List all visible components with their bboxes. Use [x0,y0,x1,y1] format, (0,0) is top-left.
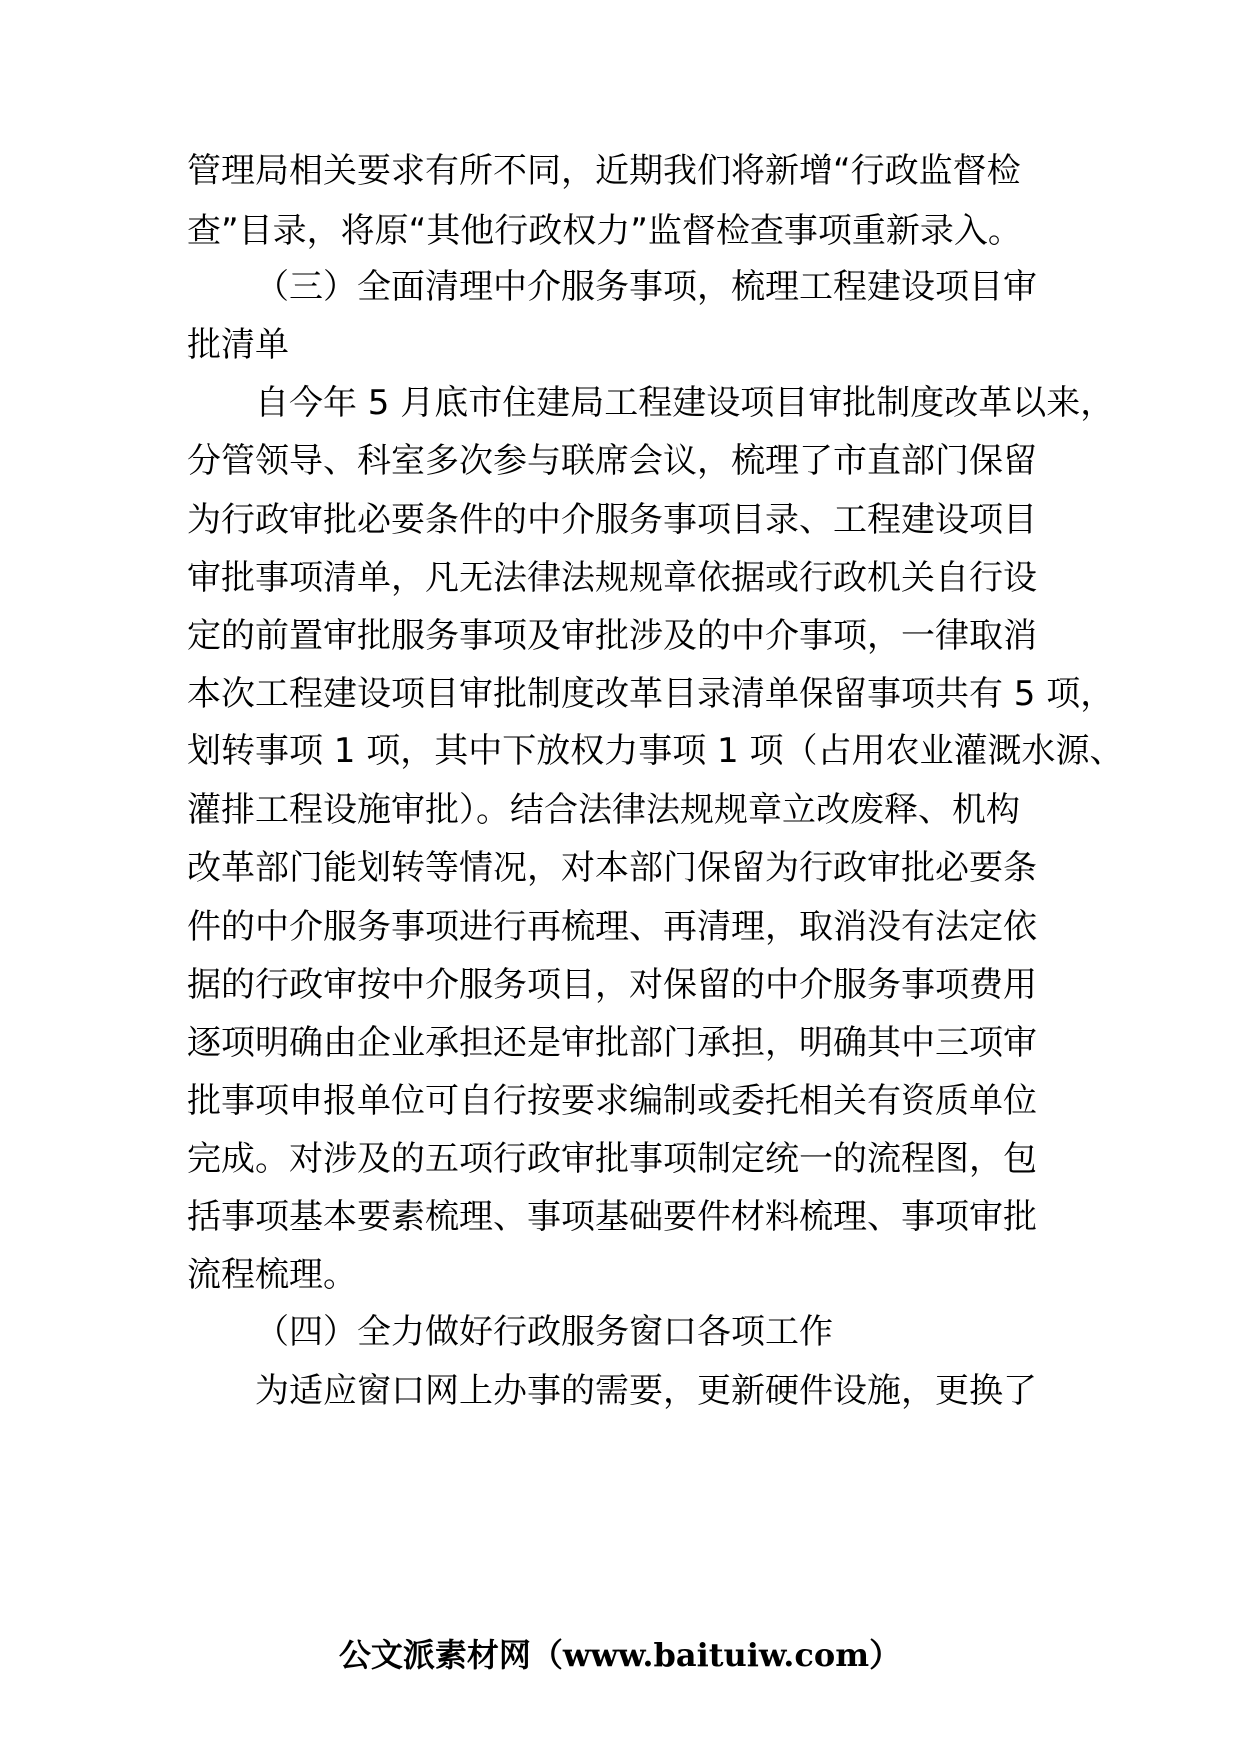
body-line: 查”目录，将原“其他行政权力”监督检查事项重新录入。 [187,211,1022,251]
paragraph-first-line: 自今年 5 月底市住建局工程建设项目审批制度改革以来， [255,383,1115,423]
section-heading: （三）全面清理中介服务事项，梳理工程建设项目审 [255,267,1037,307]
footer-watermark: 公文派素材网（www.baituiw.com） [338,1636,902,1674]
section-heading: （四）全力做好行政服务窗口各项工作 [255,1312,833,1352]
body-line: 改革部门能划转等情况，对本部门保留为行政审批必要条 [187,848,1037,888]
body-line: 定的前置审批服务事项及审批涉及的中介事项，一律取消 [187,616,1037,656]
body-line: 件的中介服务事项进行再梳理、再清理，取消没有法定依 [187,907,1037,947]
body-line: 本次工程建设项目审批制度改革目录清单保留事项共有 5 项， [187,674,1115,714]
section-heading-continuation: 批清单 [187,325,289,365]
body-line: 分管领导、科室多次参与联席会议，梳理了市直部门保留 [187,441,1037,481]
body-line: 审批事项清单，凡无法律法规规章依据或行政机关自行设 [187,558,1037,598]
body-line: 流程梳理。 [187,1255,357,1295]
paragraph-first-line: 为适应窗口网上办事的需要，更新硬件设施，更换了 [255,1371,1037,1411]
body-line: 管理局相关要求有所不同，近期我们将新增“行政监督检 [187,151,1021,191]
body-line: 完成。对涉及的五项行政审批事项制定统一的流程图，包 [187,1139,1037,1179]
body-line: 批事项申报单位可自行按要求编制或委托相关有资质单位 [187,1081,1037,1121]
body-line: 括事项基本要素梳理、事项基础要件材料梳理、事项审批 [187,1197,1037,1237]
body-line: 划转事项 1 项，其中下放权力事项 1 项（占用农业灌溉水源、 [187,731,1124,771]
body-line: 为行政审批必要条件的中介服务事项目录、工程建设项目 [187,500,1037,540]
body-line: 逐项明确由企业承担还是审批部门承担，明确其中三项审 [187,1023,1037,1063]
body-line: 据的行政审按中介服务项目，对保留的中介服务事项费用 [187,965,1037,1005]
body-line: 灌排工程设施审批）。结合法律法规规章立改废释、机构 [187,790,1020,830]
